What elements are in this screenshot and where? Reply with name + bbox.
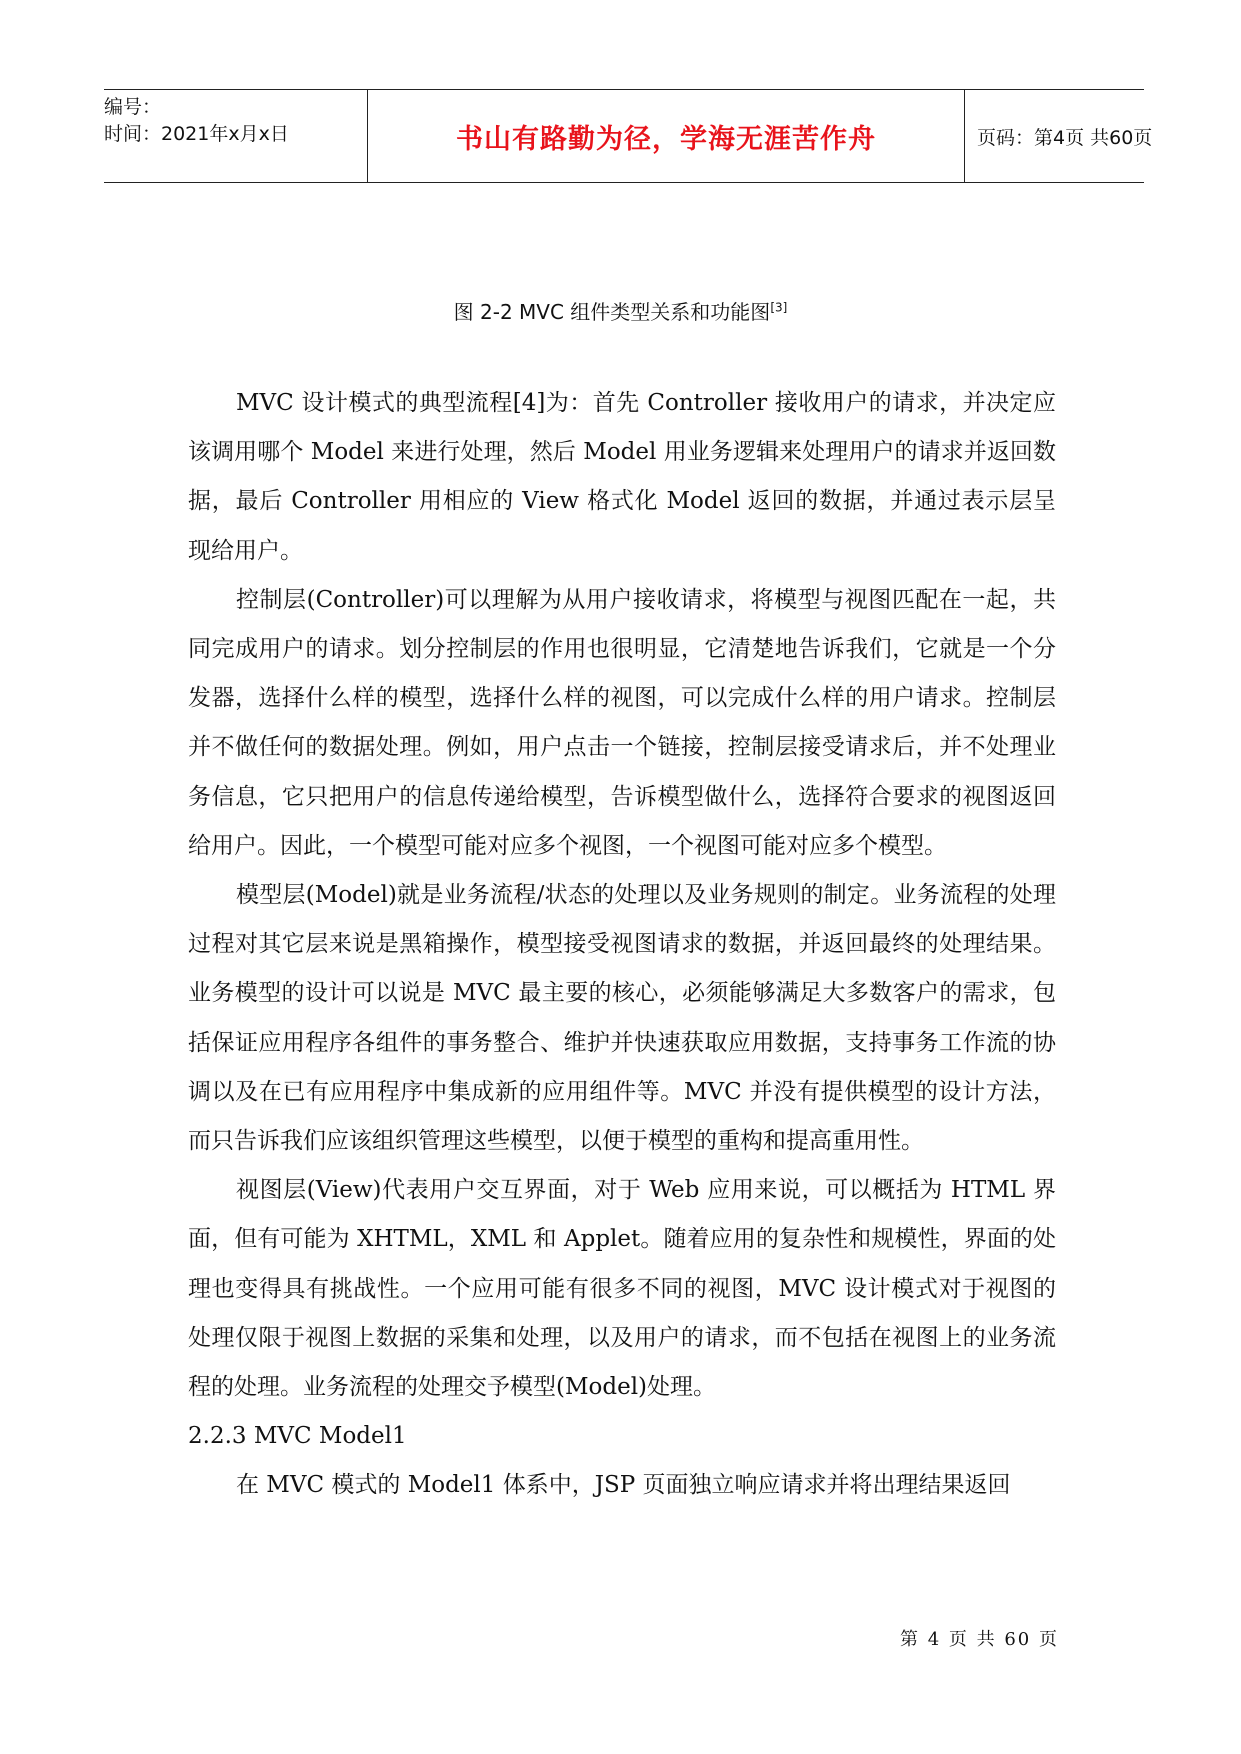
paragraph-controller: 控制层(Controller)可以理解为从用户接收请求，将模型与视图匹配在一起，共同完成用户的请求。划分控制层的作用也很明显，它清楚地告诉我们，它就是一个分发器，选择什么样的模型，选择什么样的视图，可以完成什么样的用户请求。控制层并不做任何的数据处理。例如，用户点击一个链接，控制层接受请求后，并不处理业务信息，它只把用户的信息传递给模型，告诉模型做什么，选择符合要求的视图返回给用户。因此，一个模型可能对应多个视图，一个视图可能对应多个模型。 <box>188 586 1056 859</box>
figure-reference: [3] <box>770 300 788 315</box>
page-label: 页码：第4页 共60页 <box>977 126 1153 149</box>
paragraph-mvc-flow: MVC 设计模式的典型流程[4]为：首先 Controller 接收用户的请求，并决定应该调用哪个 Model 来进行处理，然后 Model 用业务逻辑来处理用户的请求并返回数据，最后 Controller 用相应的 View 格式化 Model 返回的数据，并通过表示层呈现给用户。 <box>188 390 1056 564</box>
number-label: 编号： <box>104 96 162 118</box>
header-left-cell <box>104 90 367 182</box>
paragraph-model1: 在 MVC 模式的 Model1 体系中，JSP 页面独立响应请求并将出理结果返回 <box>236 1472 1011 1499</box>
page-header <box>104 89 1153 183</box>
figure-caption <box>0 296 1241 325</box>
section-heading: 2.2.3 MVC Model1 <box>188 1423 407 1450</box>
date-label: 时间：2021年x月x日 <box>104 123 289 145</box>
body-text <box>188 379 1056 1511</box>
motto-text: 书山有路勤为径，学海无涯苦作舟 <box>456 123 876 155</box>
page-footer: 第 4 页 共 60 页 <box>900 1629 1059 1650</box>
header-motto-cell <box>367 90 965 182</box>
paragraph-view: 视图层(View)代表用户交互界面，对于 Web 应用来说，可以概括为 HTML 界面，但有可能为 XHTML，XML 和 Applet。随着应用的复杂性和规模性，界面的处理也变得具有挑战性。一个应用可能有很多不同的视图，MVC 设计模式对于视图的处理仅限于视图上数据的采集和处理，以及用户的请求，而不包括在视图上的业务流程的处理。业务流程的处理交予模型(Model)处理。 <box>188 1177 1056 1401</box>
paragraph-model: 模型层(Model)就是业务流程/状态的处理以及业务规则的制定。业务流程的处理过程对其它层来说是黑箱操作，模型接受视图请求的数据，并返回最终的处理结果。业务模型的设计可以说是 MVC 最主要的核心，必须能够满足大多数客户的需求，包括保证应用程序各组件的事务整合、维护并快速获取应用数据，支持事务工作流的协调以及在已有应用程序中集成新的应用组件等。MVC 并没有提供模型的设计方法，而只告诉我们应该组织管理这些模型，以便于模型的重构和提高重用性。 <box>188 882 1056 1155</box>
header-page-cell <box>965 90 1153 182</box>
figure-caption-text: 图 2-2 MVC 组件类型关系和功能图 <box>453 300 771 324</box>
